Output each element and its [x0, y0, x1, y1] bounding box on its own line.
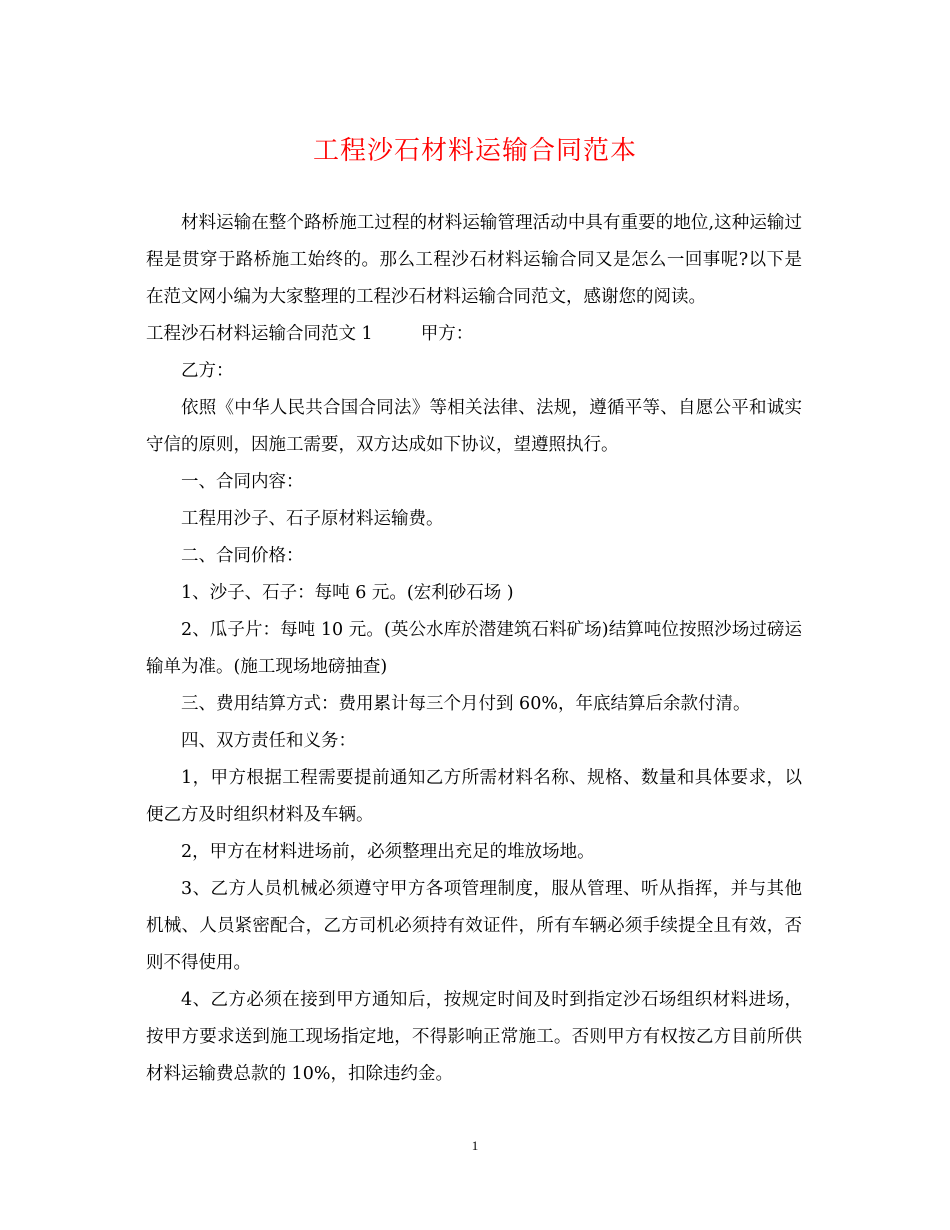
section4-heading: 四、双方责任和义务： — [181, 731, 356, 751]
document-title: 工程沙石材料运输合同范本 — [312, 136, 637, 166]
document-body — [146, 205, 802, 1093]
section3-paragraph: 三、费用结算方式：费用累计每三个月付到 60%，年底结算后余款付清。 — [181, 694, 751, 714]
duty-2: 2，甲方在材料进场前，必须整理出充足的堆放场地。 — [181, 842, 595, 862]
page-number: 1 — [471, 1138, 479, 1153]
section1-text: 工程用沙子、石子原材料运输费。 — [181, 509, 444, 529]
sample-heading-line — [146, 316, 802, 353]
sample-heading: 工程沙石材料运输合同范文 1 — [146, 324, 373, 344]
duty-1: 1，甲方根据工程需要提前通知乙方所需材料名称、规格、数量和具体要求，以便乙方及时组织材料及车辆。 — [146, 768, 802, 825]
duty-3: 3、乙方人员机械必须遵守甲方各项管理制度，服从管理、听从指挥，并与其他机械、人员紧密配合，乙方司机必须持有效证件，所有车辆必须手续提全且有效，否则不得使用。 — [146, 879, 802, 973]
section1-heading: 一、合同内容： — [181, 472, 304, 492]
preamble-paragraph: 依照《中华人民共合国合同法》等相关法律、法规，遵循平等、自愿公平和诚实守信的原则，因施工需要，双方达成如下协议，望遵照执行。 — [146, 398, 802, 455]
party-a-label: 甲方： — [420, 324, 474, 344]
price-item-2: 2、瓜子片：每吨 10 元。(英公水库於潜建筑石料矿场)结算吨位按照沙场过磅运输单为准。(施工现场地磅抽查) — [146, 620, 802, 677]
section2-heading: 二、合同价格： — [181, 546, 304, 566]
duty-4: 4、乙方必须在接到甲方通知后，按规定时间及时到指定沙石场组织材料进场，按甲方要求送到施工现场指定地，不得影响正常施工。否则甲方有权按乙方目前所供材料运输费总款的 10%，扣除违约金。 — [146, 990, 802, 1084]
price-item-1: 1、沙子、石子：每吨 6 元。(宏利砂石场 ) — [181, 583, 514, 603]
party-b-label: 乙方： — [181, 361, 234, 381]
intro-paragraph: 材料运输在整个路桥施工过程的材料运输管理活动中具有重要的地位,这种运输过程是贯穿于路桥施工始终的。那么工程沙石材料运输合同又是怎么一回事呢?以下是在范文网小编为大家整理的工程沙石材料运输合同范文，感谢您的阅读。 — [146, 213, 802, 307]
